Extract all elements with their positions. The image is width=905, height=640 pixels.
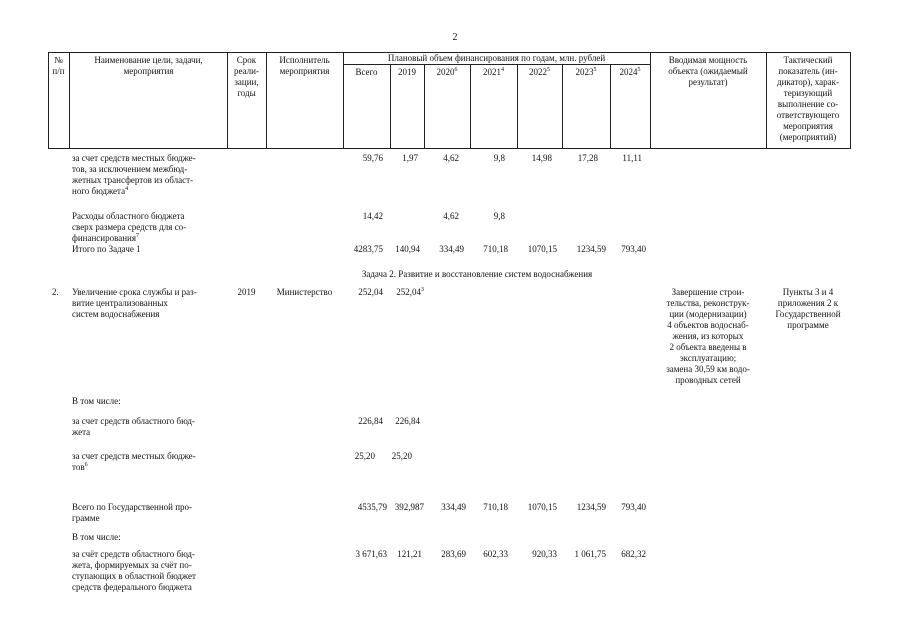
- value-2021: 710,18: [483, 502, 508, 512]
- row-label: за счет средств областного бюд- жета: [72, 416, 195, 437]
- header-total: Всего: [355, 67, 378, 77]
- value-2023: 1 061,75: [574, 549, 606, 559]
- value-2024: 682,32: [621, 549, 646, 559]
- value-total: 25,20: [354, 451, 375, 461]
- value-total: 4283,75: [353, 244, 383, 254]
- header-num: № п/п: [52, 55, 65, 76]
- value-2020: 4,62: [443, 153, 459, 163]
- value-2021: 9,8: [493, 211, 505, 221]
- value-2021: 9,8: [493, 153, 505, 163]
- value-2022: 14,98: [531, 153, 552, 163]
- value-2024: 793,40: [621, 244, 646, 254]
- header-term: Срок реали- зации, годы: [234, 55, 259, 98]
- value-2019: 226,84: [395, 416, 420, 426]
- value-total: 3 671,63: [355, 549, 387, 559]
- value-2022: 1070,15: [527, 244, 557, 254]
- header-year: 2019: [398, 67, 416, 77]
- value-2019: 252,04$^3$: [396, 287, 424, 297]
- row-label: Расходы областного бюджета сверх размера средств для со- финансирования$^7$: [72, 211, 187, 243]
- header-year: 2021$^4$: [483, 67, 504, 77]
- value-2021: 602,33: [483, 549, 508, 559]
- item-capacity: Завершение строи- тельства, реконструк- ции (модернизации) 4 объектов водоснаб- жения, из которых 2 объекта введены в эксплуатацию; замена 30,59 км водо- проводных сетей: [666, 287, 750, 385]
- value-2020: 334,49: [441, 502, 466, 512]
- header-year: 2022$^5$: [529, 67, 550, 77]
- header-year: 2024$^5$: [619, 67, 641, 77]
- value-total: 226,84: [358, 416, 383, 426]
- including-label: В том числе:: [72, 532, 121, 542]
- value-total: 252,04: [358, 287, 383, 297]
- item-term: 2019: [237, 287, 256, 297]
- header-executor: Исполнитель мероприятия: [279, 55, 330, 76]
- header-year: 2023$^5$: [575, 67, 597, 77]
- item-number: 2.: [52, 287, 59, 297]
- header-capacity: Вводимая мощность объекта (ожидаемый результат): [668, 55, 748, 87]
- header-bottom-border: [48, 148, 850, 149]
- value-total: 4535,79: [357, 502, 387, 512]
- value-2024: 793,40: [621, 502, 646, 512]
- value-2024: 11,11: [622, 153, 642, 163]
- row-label: Увеличение срока службы и раз- витие централизованных систем водоснабжения: [72, 287, 197, 319]
- row-label: Итого по Задаче 1: [72, 244, 141, 254]
- col-border: [850, 52, 851, 149]
- value-2020: 283,69: [441, 549, 466, 559]
- value-2019: 25,20: [391, 451, 412, 461]
- including-label: В том числе:: [72, 396, 121, 406]
- value-2023: 1234,59: [576, 502, 606, 512]
- value-2023: 17,28: [577, 153, 598, 163]
- header-name: Наименование цели, задачи, мероприятия: [94, 55, 203, 76]
- value-2019: 392,987: [394, 502, 424, 512]
- header-financing-group: Плановый объем финансирования по годам, млн. рублей: [387, 53, 606, 63]
- value-2019: 1,97: [402, 153, 418, 163]
- value-2022: 920,33: [532, 549, 557, 559]
- header-year: 2020$^6$: [436, 67, 458, 77]
- value-2020: 4,62: [443, 211, 459, 221]
- value-2023: 1234,59: [576, 244, 606, 254]
- value-2020: 334,49: [439, 244, 464, 254]
- task-2-title: Задача 2. Развитие и восстановление систем водоснабжения: [361, 269, 593, 279]
- row-label: за счет средств местных бюдже- тов, за исключением межбюд- жетных трансфертов из област- ного бюджета$^4$: [72, 153, 196, 196]
- value-total: 59,76: [362, 153, 383, 163]
- value-2019: 121,21: [397, 549, 422, 559]
- value-2021: 710,18: [483, 244, 508, 254]
- value-2022: 1070,15: [527, 502, 557, 512]
- row-label: Всего по Государственной про- грамме: [72, 502, 193, 523]
- value-2019: 140,94: [395, 244, 420, 254]
- item-executor: Министерство: [276, 287, 333, 297]
- row-label: за счет средств местных бюдже- тов$^6$: [72, 451, 196, 472]
- item-indicator: Пункты 3 и 4 приложения 2 к Государственной программе: [775, 287, 841, 330]
- value-total: 14,42: [362, 211, 383, 221]
- page-number: 2: [452, 32, 458, 43]
- header-indicator: Тактический показатель (ин- дикатор), харак- теризующий выполнение со- ответствующего мероприятия (мероприятий): [776, 55, 840, 142]
- row-label: за счёт средств областного бюд- жета, формируемых за счёт по- ступающих в областной бюджет средств федерального бюджета: [72, 549, 196, 592]
